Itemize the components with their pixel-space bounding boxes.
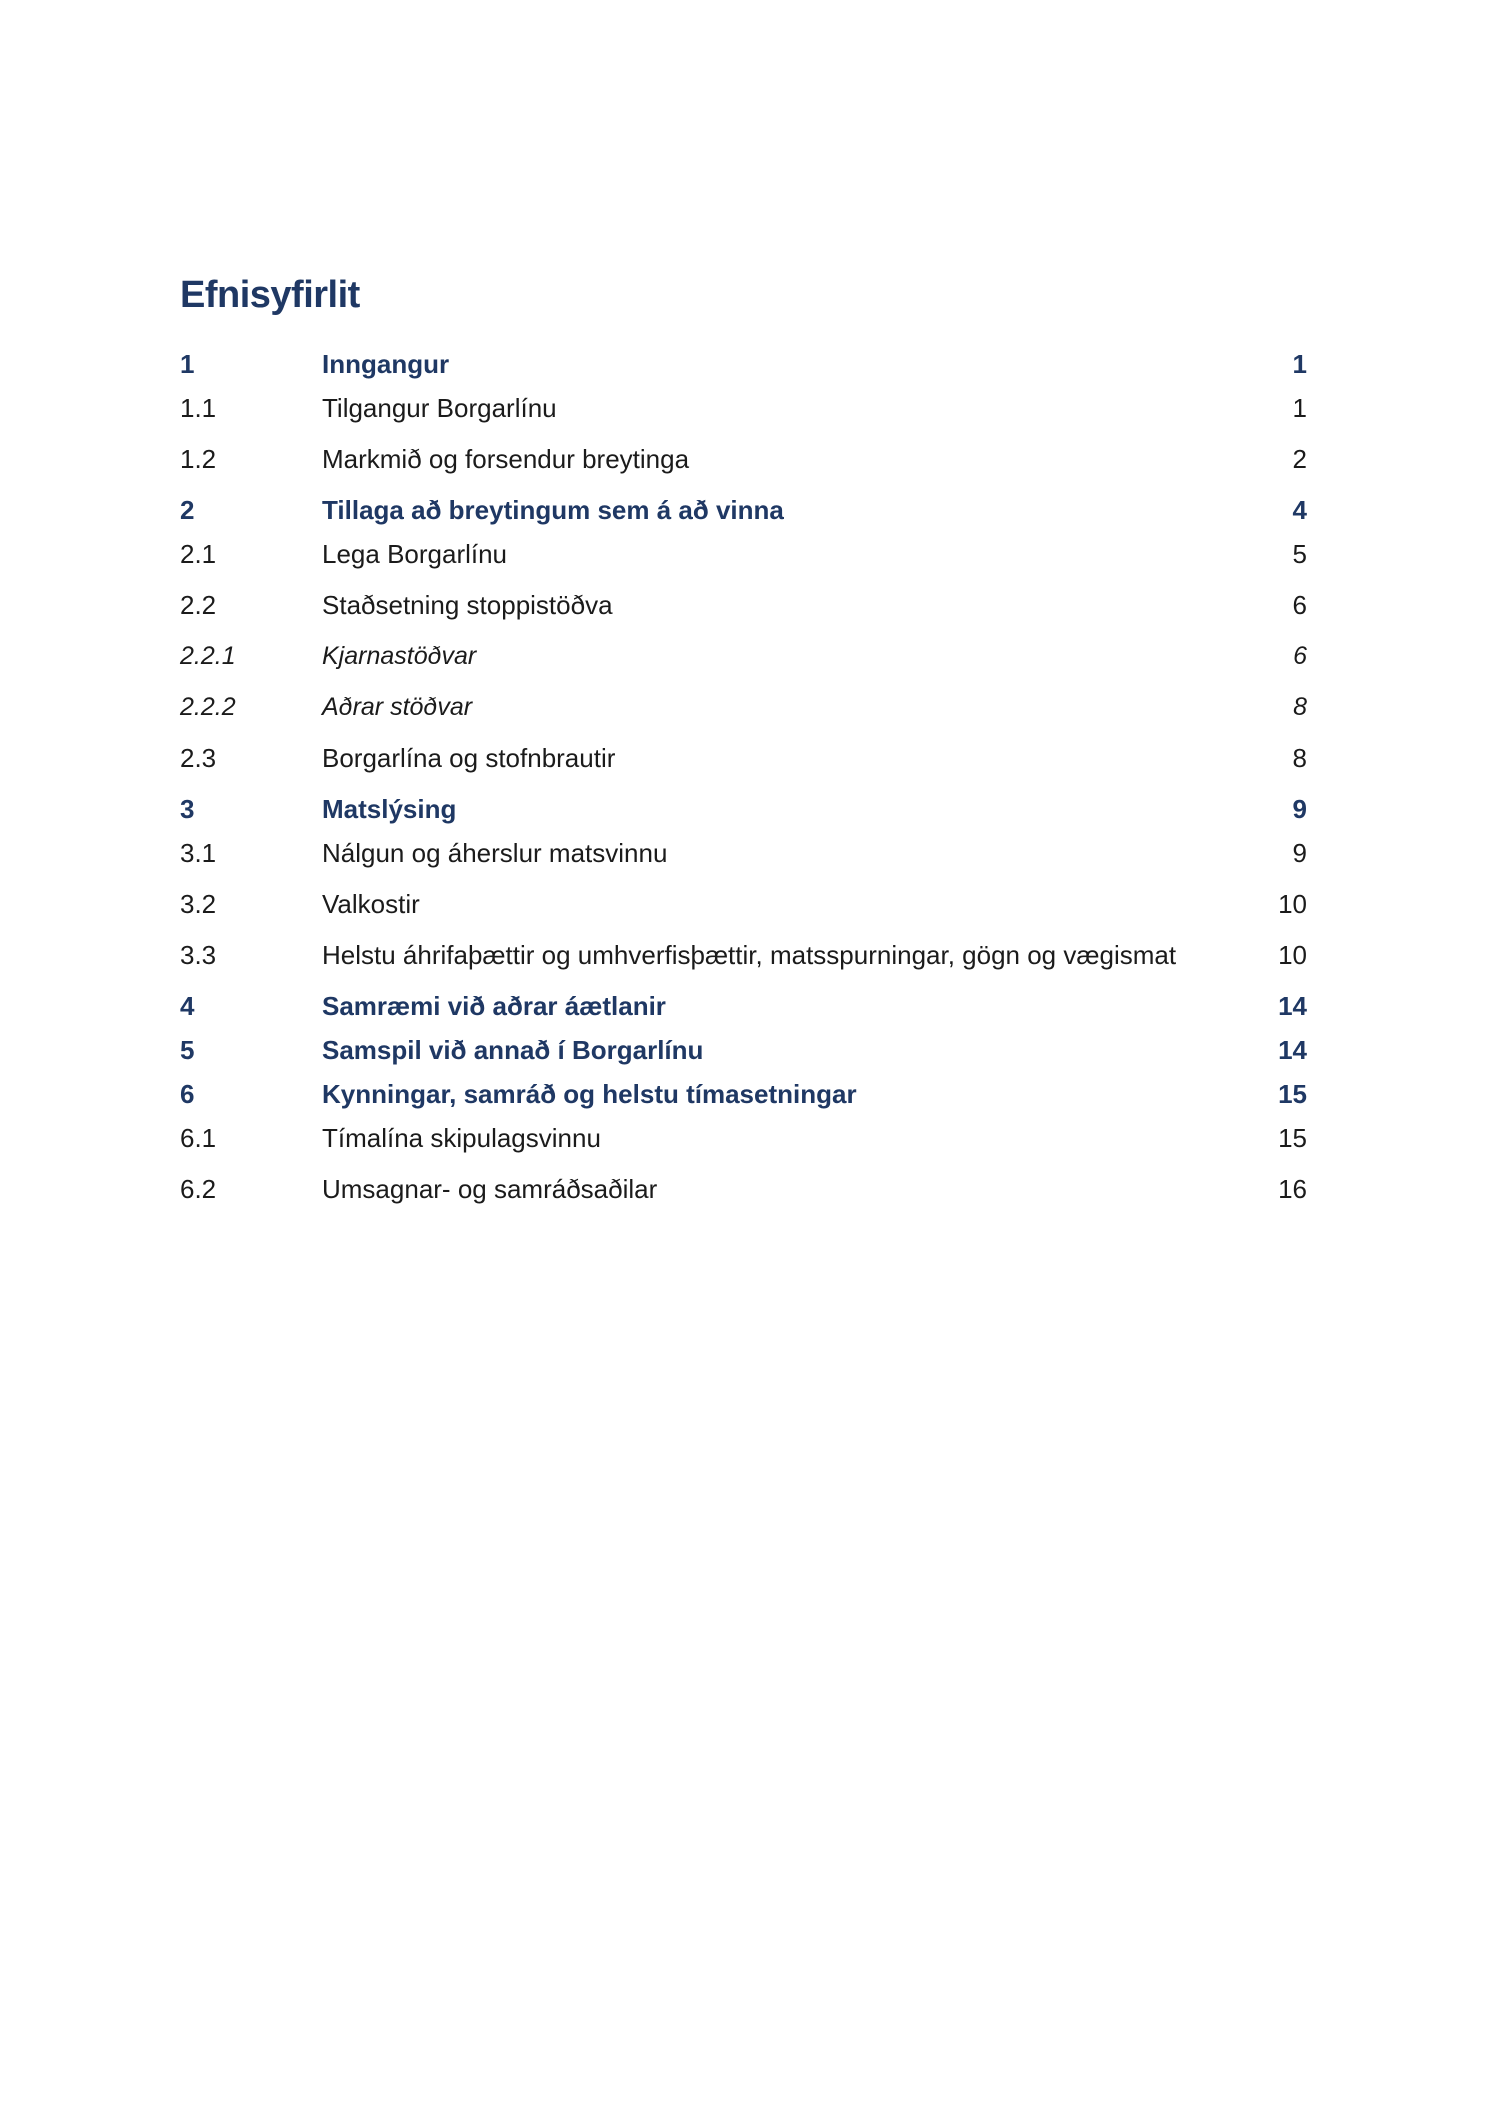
toc-entry-page: 1 [1292, 349, 1307, 379]
toc-entry-page: 6 [1292, 590, 1307, 620]
toc-entry-row[interactable] [180, 940, 1307, 970]
toc-entry-page: 15 [1278, 1079, 1307, 1109]
toc-entry-label: Staðsetning stoppistöðva [322, 590, 613, 620]
toc-entry-page: 6 [1293, 642, 1307, 670]
toc-entry-label: Matslýsing [322, 794, 457, 824]
toc-entry-label: Valkostir [322, 889, 420, 919]
toc-entry-row[interactable] [180, 641, 1307, 671]
toc-entry-label: Markmið og forsendur breytinga [322, 444, 690, 474]
toc-entry-page: 8 [1292, 743, 1307, 773]
toc-entry-page: 16 [1278, 1174, 1307, 1204]
toc-entry-number: 3 [180, 794, 195, 824]
toc-entry-row[interactable] [180, 444, 1307, 474]
toc-entry-number: 3.1 [180, 838, 217, 868]
toc-entry-page: 4 [1292, 495, 1307, 525]
toc-entry-number: 3.2 [180, 889, 217, 919]
toc-entry-page: 14 [1278, 1035, 1307, 1065]
toc-entry-label: Lega Borgarlínu [322, 539, 508, 569]
toc-entry-page: 5 [1292, 539, 1307, 569]
page-title: Efnisyfirlit [180, 274, 360, 316]
toc-entry-row[interactable] [180, 692, 1307, 722]
toc-entry-number: 6 [180, 1079, 195, 1109]
toc-entry-row[interactable] [180, 393, 1307, 423]
toc-entry-number: 2.2.2 [180, 693, 236, 721]
toc-entry-row[interactable] [180, 539, 1307, 569]
toc-entry-page: 10 [1278, 940, 1307, 970]
toc-entry-number: 1 [180, 349, 195, 379]
toc-entry-row[interactable] [180, 1079, 1307, 1109]
toc-entry-page: 8 [1293, 693, 1307, 721]
toc-entry-number: 3.3 [180, 940, 217, 970]
toc-entry-number: 2.2.1 [180, 642, 236, 670]
toc-entry-row[interactable] [180, 349, 1307, 379]
toc-entry-row[interactable] [180, 590, 1307, 620]
toc-entry-number: 2 [180, 495, 195, 525]
toc-entry-label: Umsagnar- og samráðsaðilar [322, 1174, 658, 1204]
toc-entry-number: 6.1 [180, 1123, 217, 1153]
toc-entry-label: Kynningar, samráð og helstu tímasetningar [322, 1079, 857, 1109]
toc-entry-number: 2.2 [180, 590, 217, 620]
toc-entry-label: Aðrar stöðvar [322, 693, 473, 721]
toc-entry-page: 14 [1278, 991, 1307, 1021]
toc-entry-label: Borgarlína og stofnbrautir [322, 743, 616, 773]
toc-entry-page: 10 [1278, 889, 1307, 919]
toc-entry-row[interactable] [180, 991, 1307, 1021]
toc-entry-label: Tillaga að breytingum sem á að vinna [322, 495, 784, 525]
toc-entry-row[interactable] [180, 838, 1307, 868]
toc-entry-page: 2 [1292, 444, 1307, 474]
toc-entry-label: Samspil við annað í Borgarlínu [322, 1035, 704, 1065]
toc-entry-number: 2.3 [180, 743, 217, 773]
toc-entry-label: Tímalína skipulagsvinnu [322, 1123, 601, 1153]
toc-entry-row[interactable] [180, 1123, 1307, 1153]
toc-entry-row[interactable] [180, 889, 1307, 919]
toc-entry-row[interactable] [180, 1035, 1307, 1065]
toc-entry-number: 2.1 [180, 539, 217, 569]
toc-entry-number: 1.1 [180, 393, 217, 423]
toc-entry-label: Samræmi við aðrar áætlanir [322, 991, 666, 1021]
toc-entry-page: 9 [1292, 794, 1307, 824]
toc-entry-number: 1.2 [180, 444, 217, 474]
toc-entry-number: 5 [180, 1035, 195, 1065]
toc-entry-row[interactable] [180, 743, 1307, 773]
toc-entry-row[interactable] [180, 794, 1307, 824]
toc-entry-label: Helstu áhrifaþættir og umhverfisþættir, matsspurningar, gögn og vægismat [322, 940, 1177, 970]
toc-section [180, 272, 1307, 1225]
toc-entry-number: 6.2 [180, 1174, 217, 1204]
toc-entry-label: Nálgun og áherslur matsvinnu [322, 838, 668, 868]
toc-entry-row[interactable] [180, 495, 1307, 525]
toc-entry-page: 9 [1292, 838, 1307, 868]
toc-entry-label: Inngangur [322, 349, 450, 379]
toc-entry-page: 1 [1292, 393, 1307, 423]
toc-entry-row[interactable] [180, 1174, 1307, 1204]
toc-list [180, 349, 1307, 1204]
toc-entry-page: 15 [1278, 1123, 1307, 1153]
toc-entry-label: Kjarnastöðvar [322, 642, 477, 670]
toc-entry-number: 4 [180, 991, 195, 1021]
toc-entry-label: Tilgangur Borgarlínu [322, 393, 557, 423]
